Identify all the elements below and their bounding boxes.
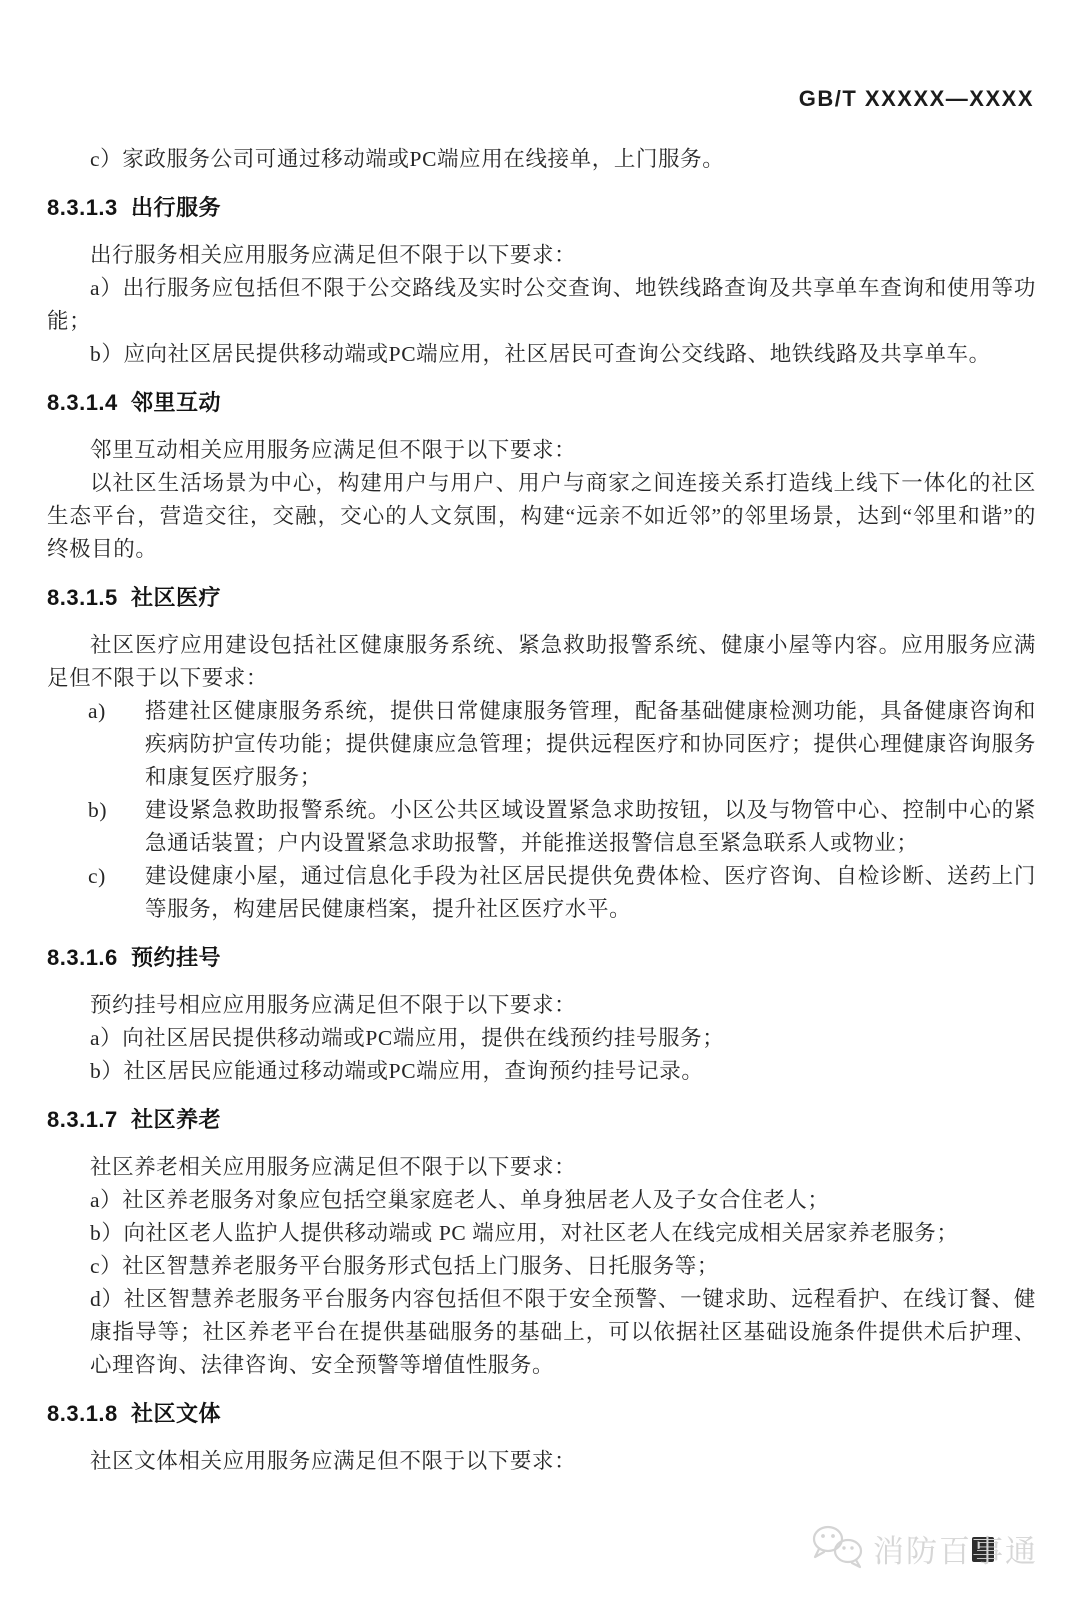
list-item-label: c): [88, 864, 106, 888]
paragraph: 出行服务相关应用服务应满足但不限于以下要求：: [90, 243, 577, 267]
lettered-list: [47, 695, 1036, 926]
paragraph: 预约挂号相应应用服务应满足但不限于以下要求：: [90, 993, 577, 1017]
list-item-text: 建设健康小屋，通过信息化手段为社区居民提供免费体检、医疗咨询、自检诊断、送药上门等服务，构建居民健康档案，提升社区医疗水平。: [145, 864, 1036, 921]
wechat-icon: [810, 1523, 866, 1574]
paragraph: a）向社区居民提供移动端或PC端应用，提供在线预约挂号服务；: [90, 1026, 725, 1050]
paragraph: d）社区智慧养老服务平台服务内容包括但不限于安全预警、一键求助、远程看护、在线订餐、健康指导等；社区养老平台在提供基础服务的基础上，可以依据社区基础设施条件提供术后护理、心理咨询、法律咨询、安全预警等增值性服务。: [90, 1287, 1036, 1377]
list-item: [47, 695, 1036, 794]
section-heading: 8.3.1.5 社区医疗: [47, 585, 222, 610]
document-body: [47, 143, 1036, 1478]
list-item-label: a): [88, 699, 106, 723]
paragraph: 社区文体相关应用服务应满足但不限于以下要求：: [90, 1449, 577, 1473]
paragraph: 以社区生活场景为中心，构建用户与用户、用户与商家之间连接关系打造线上线下一体化的社区生态平台，营造交往，交融，交心的人文氛围，构建“远亲不如近邻”的邻里场景，达到“邻里和谐”的终极目的。: [47, 471, 1036, 561]
paragraph: b）应向社区居民提供移动端或PC端应用，社区居民可查询公交线路、地铁线路及共享单车。: [90, 342, 991, 366]
paragraph: 社区医疗应用建设包括社区健康服务系统、紧急救助报警系统、健康小屋等内容。应用服务应满足但不限于以下要求：: [47, 633, 1036, 690]
paragraph: b）社区居民应能通过移动端或PC端应用，查询预约挂号记录。: [90, 1059, 704, 1083]
paragraph: a）出行服务应包括但不限于公交路线及实时公交查询、地铁线路查询及共享单车查询和使用等功能；: [47, 276, 1036, 333]
paragraph: c）家政服务公司可通过移动端或PC端应用在线接单，上门服务。: [90, 147, 725, 171]
paragraph: a）社区养老服务对象应包括空巢家庭老人、单身独居老人及子女合住老人；: [90, 1188, 830, 1212]
paragraph: 社区养老相关应用服务应满足但不限于以下要求：: [90, 1155, 577, 1179]
section-heading: 8.3.1.3 出行服务: [47, 195, 222, 220]
watermark-label: 消防百事通: [873, 1534, 1038, 1569]
paragraph: b）向社区老人监护人提供移动端或 PC 端应用，对社区老人在线完成相关居家养老服务；: [90, 1221, 959, 1245]
document-code: GB/T XXXXX—XXXX: [798, 86, 1034, 111]
list-item-text: 搭建社区健康服务系统，提供日常健康服务管理，配备基础健康检测功能，具备健康咨询和疾病防护宣传功能；提供健康应急管理；提供远程医疗和协同医疗；提供心理健康咨询服务和康复医疗服务；: [145, 699, 1036, 789]
list-item: [47, 794, 1036, 860]
list-item-label: b): [88, 798, 108, 822]
watermark: [810, 1523, 1038, 1574]
section-heading: 8.3.1.8 社区文体: [47, 1401, 222, 1426]
section-heading: 8.3.1.4 邻里互动: [47, 390, 222, 415]
section-heading: 8.3.1.7 社区养老: [47, 1107, 222, 1132]
list-item-text: 建设紧急救助报警系统。小区公共区域设置紧急求助按钮，以及与物管中心、控制中心的紧急通话装置；户内设置紧急求助报警，并能推送报警信息至紧急联系人或物业；: [145, 798, 1036, 855]
paragraph: c）社区智慧养老服务平台服务形式包括上门服务、日托服务等；: [90, 1254, 719, 1278]
paragraph: 邻里互动相关应用服务应满足但不限于以下要求：: [90, 438, 577, 462]
list-item: [47, 860, 1036, 926]
section-heading: 8.3.1.6 预约挂号: [47, 945, 222, 970]
